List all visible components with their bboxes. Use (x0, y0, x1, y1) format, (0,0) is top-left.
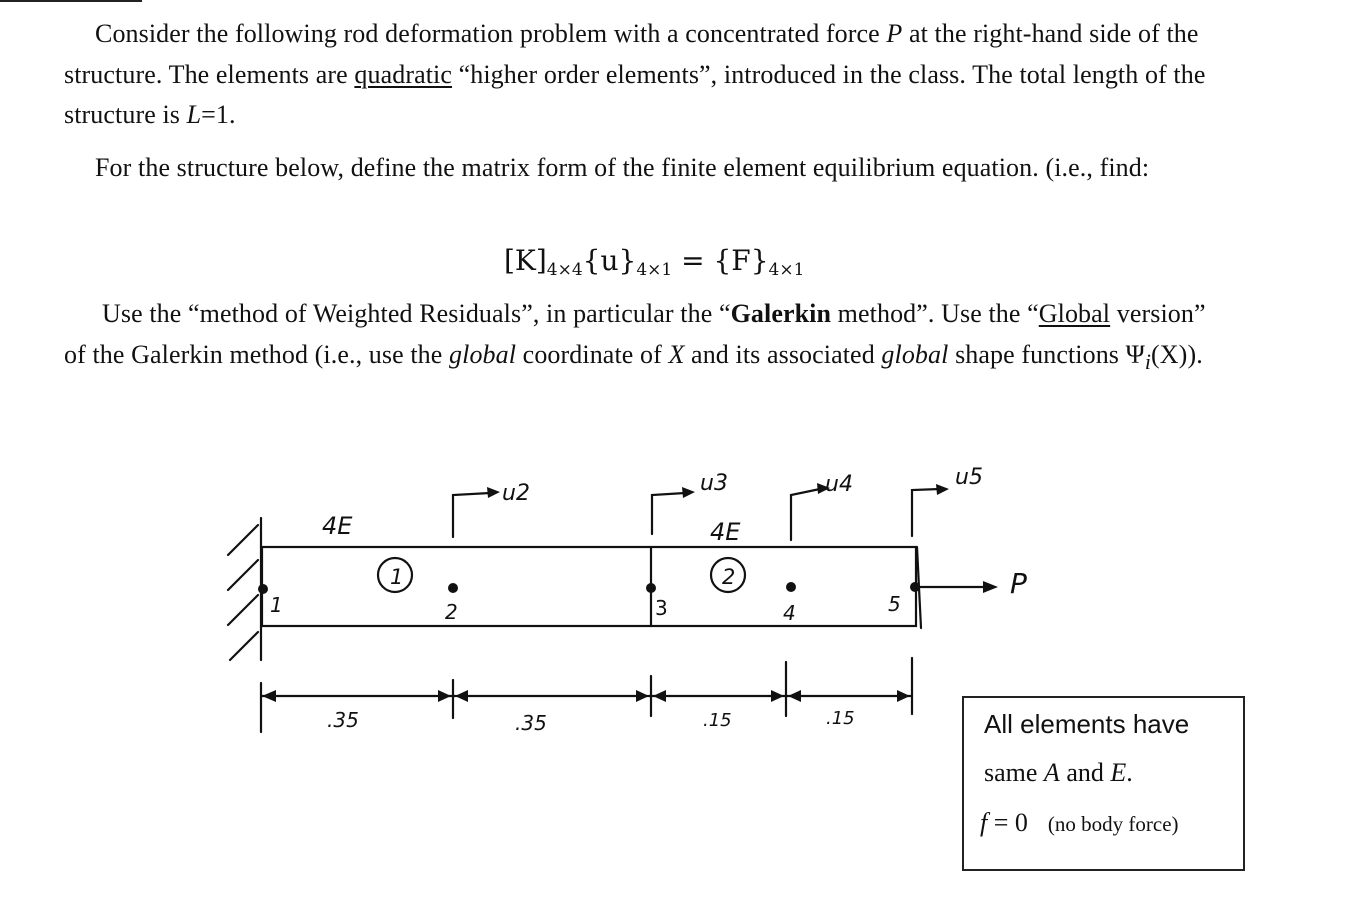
stiffness-matrix-symbol: [K] (504, 244, 547, 277)
note-line-2-and: and (1059, 758, 1111, 787)
arrowhead (487, 487, 500, 498)
node-3-dot (646, 583, 656, 593)
force-symbol: P (886, 19, 903, 48)
assumptions-box (962, 696, 1245, 871)
method-text-1: Use the “method of Weighted Residuals”, in particular the “ (102, 299, 731, 328)
intro-text: Consider the following rod deformation problem with a concentrated force (95, 19, 887, 48)
load-label: P (1010, 567, 1027, 600)
node-3-label: 3 (655, 596, 668, 620)
stiffness-matrix-size: 4×4 (546, 260, 583, 280)
dof-arrow-u5 (912, 489, 940, 536)
node-5-dot (910, 582, 920, 592)
method-text-2: method”. Use the “ (831, 299, 1039, 328)
note-line-2-period: . (1126, 758, 1133, 787)
node-5-label: 5 (888, 592, 901, 616)
quadratic-underlined: quadratic (354, 59, 453, 89)
dim-arrowhead (262, 690, 276, 702)
method-text-4: coordinate of (516, 339, 669, 369)
dim-arrowhead (788, 690, 801, 702)
shape-function-symbol: shape functions Ψ (948, 339, 1145, 369)
wall-hatch (228, 595, 258, 625)
intro-text-3: “higher order elements”, introduced in the class. The total length of the structure is (64, 59, 1206, 129)
dim-label-2: .35 (515, 711, 547, 735)
node-1-label: 1 (270, 593, 283, 617)
dof-arrow-u4 (791, 489, 820, 540)
load-arrowhead (983, 581, 998, 593)
dim-arrowhead (455, 690, 468, 702)
note-line-2-text: same (984, 758, 1044, 787)
equals-sign: = (672, 244, 714, 277)
node-4-dot (786, 582, 796, 592)
modulus-symbol: E (1110, 758, 1127, 787)
rod-body (262, 547, 916, 626)
dim-arrowhead (653, 690, 666, 702)
note-line-1: All elements have (984, 709, 1190, 739)
dim-label-3: .15 (703, 710, 732, 731)
dof-u3-label: u3 (700, 471, 728, 496)
length-value: =1. (201, 100, 236, 129)
method-text-5: and its associated (684, 339, 882, 369)
dim-arrowhead (438, 690, 451, 702)
dim-label-4: .15 (826, 708, 855, 729)
global-underlined: Global (1038, 299, 1111, 328)
dim-arrowhead (897, 690, 910, 702)
node-2-dot (448, 583, 458, 593)
displacement-vector-size: 4×1 (636, 260, 673, 280)
force-vector-size: 4×1 (768, 260, 805, 280)
global-italic-1: global (449, 339, 517, 369)
element-2-property: 4E (710, 518, 741, 546)
shape-function-index: i (1144, 349, 1152, 374)
dim-label-1: .35 (327, 708, 359, 732)
dof-arrow-u2 (453, 493, 490, 537)
no-body-force-note: (no body force) (1047, 812, 1179, 836)
length-symbol: L (186, 100, 202, 129)
arrowhead (682, 487, 695, 498)
dof-arrow-u3 (652, 493, 685, 534)
wall-hatch (230, 632, 258, 660)
element-2-number: 2 (722, 565, 736, 589)
body-force-symbol: f (980, 808, 988, 837)
wall-hatch (228, 560, 258, 590)
dim-arrowhead (636, 690, 649, 702)
dof-u2-label: u2 (502, 481, 530, 506)
element-1-number: 1 (390, 565, 404, 589)
wall-hatch (228, 525, 258, 555)
force-vector-symbol: {F} (713, 244, 769, 277)
method-text-3: version” of the Galerkin method (i.e., use the (64, 299, 1206, 369)
note-line-2 (984, 758, 1133, 788)
global-italic-2: global (881, 339, 949, 369)
area-symbol: A (1043, 758, 1060, 787)
element-1-property: 4E (322, 512, 353, 540)
shape-function-arg: (X)). (1151, 339, 1203, 369)
dof-u4-label: u4 (825, 472, 853, 497)
task-text: For the structure below, define the matrix form of the finite element equilibrium equation. (i.e., find: (95, 153, 1150, 182)
galerkin-bold: Galerkin (730, 299, 832, 328)
displacement-vector-symbol: {u} (582, 244, 637, 277)
note-line-3 (980, 808, 1179, 838)
dof-u5-label: u5 (955, 465, 983, 490)
body-force-value: = 0 (987, 808, 1028, 837)
node-4-label: 4 (783, 601, 796, 625)
node-2-label: 2 (445, 600, 458, 624)
arrowhead (936, 484, 949, 495)
node-1-dot (258, 584, 268, 594)
x-coordinate-symbol: X (668, 339, 685, 369)
dim-arrowhead (771, 690, 784, 702)
intro-text-2: at the right-hand side of the structure. The elements are (64, 19, 1199, 89)
